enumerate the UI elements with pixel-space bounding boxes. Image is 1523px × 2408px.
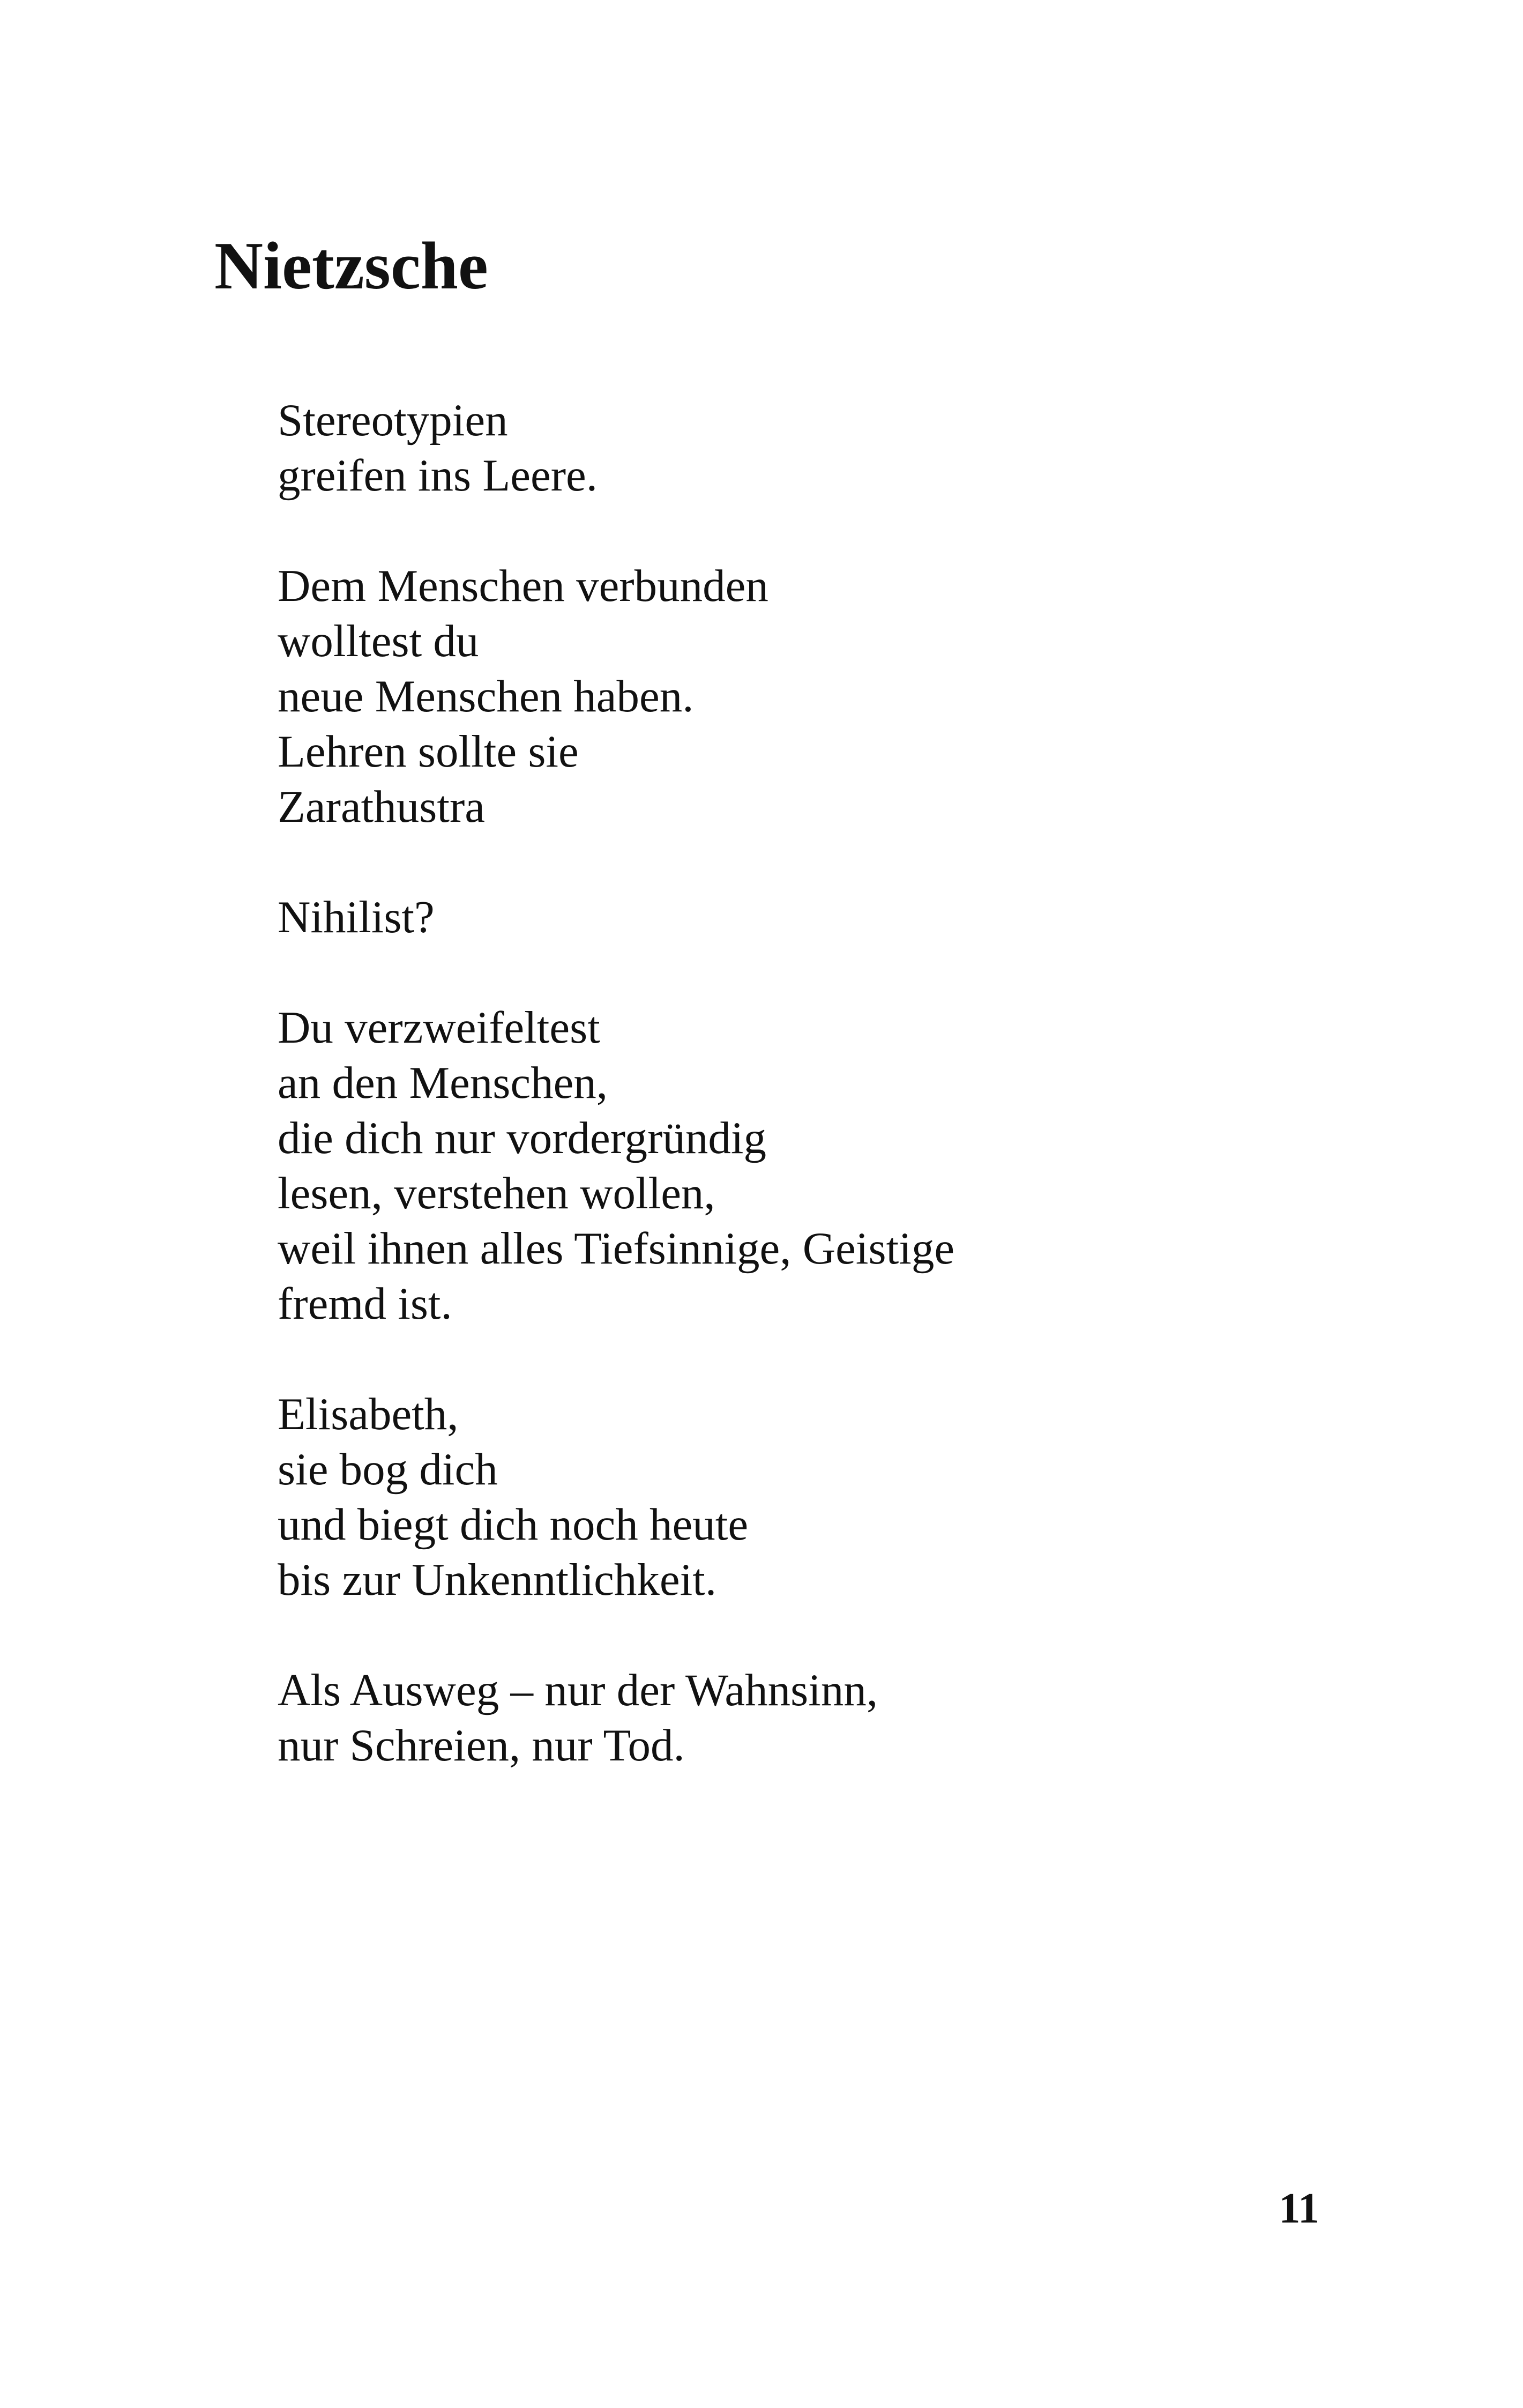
poem-line: Stereotypien	[278, 395, 508, 445]
stanza-2	[278, 559, 1403, 835]
poem-line: bis zur Unkenntlichkeit.	[278, 1555, 717, 1605]
poem-line: an den Menschen,	[278, 1058, 608, 1108]
poem-line: Elisabeth,	[278, 1389, 459, 1439]
poem-line: Lehren sollte sie	[278, 726, 579, 777]
stanza-3	[278, 890, 1403, 945]
poem-line: lesen, verstehen wollen,	[278, 1168, 715, 1218]
poem-line: sie bog dich	[278, 1444, 498, 1495]
poem-line: Du verzweifeltest	[278, 1002, 600, 1053]
poem-line: Nihilist?	[278, 892, 435, 942]
poem-line: die dich nur vordergründig	[278, 1113, 766, 1163]
poem-line: Zarathustra	[278, 782, 486, 832]
page-number: 11	[1279, 2185, 1319, 2232]
stanza-4	[278, 1000, 1403, 1332]
stanza-1	[278, 393, 1403, 503]
poem-line: wolltest du	[278, 616, 479, 666]
stanza-5	[278, 1387, 1403, 1608]
stanza-6	[278, 1663, 1403, 1773]
poem-title: Nietzsche	[214, 229, 488, 303]
poem-line: und biegt dich noch heute	[278, 1499, 749, 1550]
poem-line: greifen ins Leere.	[278, 450, 598, 501]
poem-body	[278, 393, 1403, 1829]
poem-line: weil ihnen alles Tiefsinnige, Geistige	[278, 1223, 955, 1274]
poem-line: Dem Menschen verbunden	[278, 561, 768, 611]
poem-line: nur Schreien, nur Tod.	[278, 1720, 685, 1771]
poem-line: Als Ausweg – nur der Wahnsinn,	[278, 1665, 878, 1715]
poem-line: neue Menschen haben.	[278, 671, 694, 722]
poem-line: fremd ist.	[278, 1279, 452, 1329]
